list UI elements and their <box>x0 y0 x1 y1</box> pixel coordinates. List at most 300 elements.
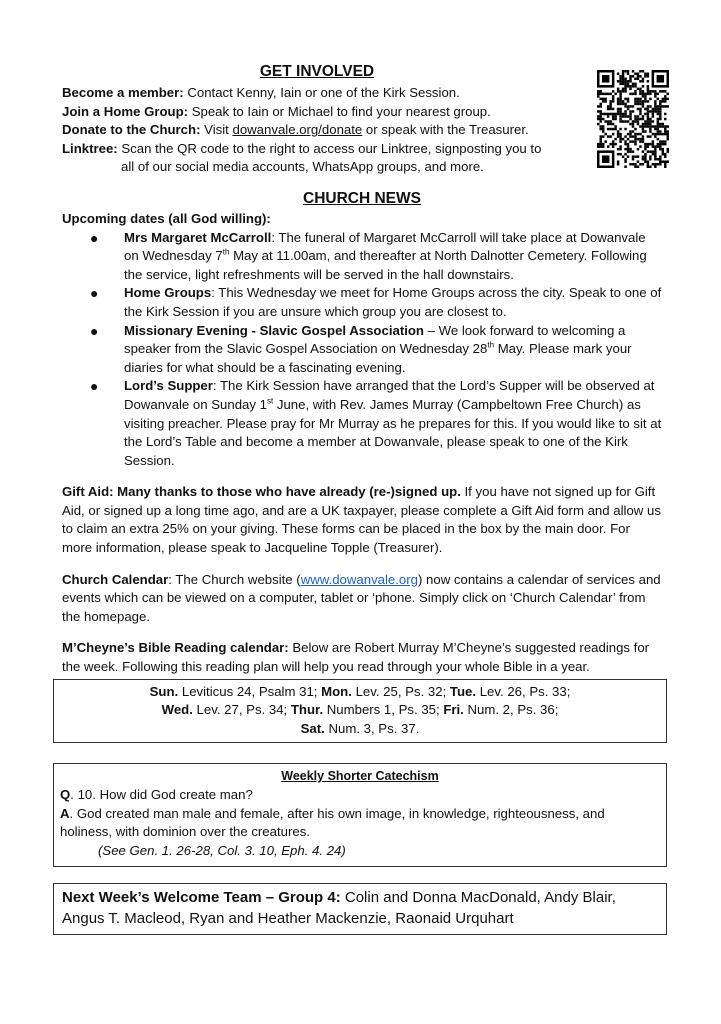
qr-module <box>619 98 621 101</box>
qr-module <box>662 90 664 93</box>
qr-module <box>624 70 626 73</box>
qr-module <box>659 155 661 158</box>
gift-aid-label: Gift Aid <box>62 484 110 500</box>
qr-module <box>659 140 661 143</box>
church-news-heading: CHURCH NEWS <box>303 189 421 207</box>
qr-module <box>599 125 601 128</box>
church-news-section <box>62 189 662 677</box>
qr-module <box>622 83 624 86</box>
qr-module <box>637 148 639 151</box>
qr-module <box>637 160 639 163</box>
qr-module <box>644 120 646 123</box>
qr-module <box>644 93 646 96</box>
qr-module <box>662 100 664 103</box>
qr-module <box>652 150 654 153</box>
qr-module <box>619 140 621 143</box>
qr-module <box>634 120 636 123</box>
qr-module <box>647 90 649 93</box>
qr-module <box>647 160 649 163</box>
qr-module <box>642 95 644 98</box>
qr-module <box>627 70 629 73</box>
qr-module <box>622 80 624 83</box>
get-involved-section <box>62 62 662 177</box>
qr-module <box>647 145 649 148</box>
qr-module <box>602 128 604 131</box>
qr-module <box>657 145 659 148</box>
qr-module <box>632 93 634 96</box>
qr-module <box>644 143 646 146</box>
qr-module <box>654 110 656 113</box>
donate-link[interactable]: dowanvale.org/donate <box>232 122 363 138</box>
qr-module <box>659 113 661 116</box>
qr-module <box>637 118 639 121</box>
qr-module <box>614 115 616 118</box>
qr-module <box>622 88 624 91</box>
qr-module <box>647 88 649 91</box>
qr-module <box>597 95 599 98</box>
qr-module <box>609 128 611 131</box>
qr-module <box>659 103 661 106</box>
qr-module <box>667 138 669 141</box>
qr-module <box>599 118 601 121</box>
qr-module <box>634 78 636 81</box>
qr-module <box>599 120 601 123</box>
qr-module <box>604 113 606 116</box>
qr-module <box>652 125 654 128</box>
event-item-lords-supper <box>62 377 662 470</box>
qr-module <box>664 128 666 131</box>
qr-module <box>617 90 619 93</box>
qr-module <box>604 98 606 101</box>
qr-module <box>664 95 666 98</box>
qr-module <box>624 85 626 88</box>
linktree-qr-code[interactable] <box>597 70 669 168</box>
bulletin-page <box>62 62 662 935</box>
qr-module <box>619 75 621 78</box>
qr-module <box>657 158 659 161</box>
qr-module <box>654 158 656 161</box>
qr-module <box>604 120 606 123</box>
qr-module <box>619 138 621 141</box>
qr-finder-top-left <box>597 70 614 88</box>
qr-module <box>612 108 614 111</box>
become-member-text: Contact Kenny, Iain or one of the Kirk Session. <box>183 85 460 100</box>
qr-module <box>607 123 609 126</box>
qr-module <box>639 163 641 166</box>
qr-module <box>602 130 604 133</box>
qr-module <box>602 93 604 96</box>
qr-module <box>649 130 651 133</box>
qr-module <box>617 88 619 91</box>
qr-module <box>617 148 619 151</box>
website-link[interactable]: www.dowanvale.org <box>300 571 418 587</box>
qr-module <box>659 133 661 136</box>
qr-module <box>647 150 649 153</box>
bullet-icon: ● <box>90 229 99 246</box>
qr-module <box>637 155 639 158</box>
qr-module <box>642 90 644 93</box>
qr-module <box>652 140 654 143</box>
qr-module <box>602 113 604 116</box>
qr-module <box>647 113 649 116</box>
qr-module <box>657 98 659 101</box>
qr-module <box>627 143 629 146</box>
event-text: : The Kirk Session have arranged that the Lord’s Supper will be observed at Dowanvale on Sunday 1 <box>124 378 655 412</box>
reading-ref: Lev. 26, Ps. 33; <box>476 683 571 699</box>
qr-module <box>602 125 604 128</box>
church-calendar-pre: : The Church website ( <box>168 571 301 587</box>
qr-module <box>632 85 634 88</box>
donate-line <box>62 121 577 140</box>
qr-module <box>609 100 611 103</box>
qr-module <box>624 135 626 138</box>
qr-module <box>627 98 629 101</box>
qr-module <box>617 98 619 101</box>
qr-module <box>617 133 619 136</box>
qr-module <box>619 148 621 151</box>
qr-module <box>664 125 666 128</box>
qr-module <box>602 100 604 103</box>
qr-module <box>612 118 614 121</box>
qr-module <box>634 118 636 121</box>
qr-module <box>624 88 626 91</box>
event-title: Lord’s Supper <box>124 378 213 394</box>
qr-module <box>659 110 661 113</box>
qr-module <box>639 140 641 143</box>
qr-module <box>634 85 636 88</box>
qr-module <box>627 108 629 111</box>
qr-module <box>639 145 641 148</box>
qr-module <box>667 125 669 128</box>
upcoming-dates-heading: Upcoming dates (all God willing): <box>62 210 271 226</box>
qr-module <box>639 70 641 73</box>
answer-label: A <box>60 805 70 821</box>
qr-module <box>642 128 644 131</box>
qr-module <box>657 163 659 166</box>
qr-module <box>639 93 641 96</box>
qr-module <box>607 108 609 111</box>
qr-module <box>662 133 664 136</box>
qr-module <box>634 128 636 131</box>
qr-module <box>647 73 649 76</box>
qr-module <box>639 103 641 106</box>
qr-module <box>597 93 599 96</box>
qr-module <box>624 120 626 123</box>
qr-module <box>634 143 636 146</box>
catechism-question <box>60 786 660 805</box>
qr-module <box>647 125 649 128</box>
qr-module <box>657 110 659 113</box>
qr-module <box>602 143 604 146</box>
qr-module <box>609 135 611 138</box>
qr-module <box>634 165 636 168</box>
qr-module <box>617 160 619 163</box>
qr-module <box>619 103 621 106</box>
qr-module <box>617 135 619 138</box>
qr-module <box>644 108 646 111</box>
qr-module <box>642 150 644 153</box>
qr-module <box>632 70 634 73</box>
qr-module <box>644 148 646 151</box>
qr-module <box>604 133 606 136</box>
qr-module <box>627 73 629 76</box>
qr-module <box>659 158 661 161</box>
qr-module <box>629 113 631 116</box>
qr-module <box>654 93 656 96</box>
qr-module <box>657 130 659 133</box>
qr-module <box>654 128 656 131</box>
qr-module <box>659 115 661 118</box>
qr-module <box>619 110 621 113</box>
qr-module <box>639 100 641 103</box>
bible-reading-text: Below are Robert Murray M’Cheyne’s suggested readings for the week. Following this reading plan will help you read through your whole Bible in a year. <box>62 640 650 675</box>
qr-module <box>639 90 641 93</box>
qr-module <box>624 105 626 108</box>
gift-aid-thanks: : Many thanks to those who have already (re-)signed up. <box>109 484 461 500</box>
qr-module <box>664 98 666 101</box>
qr-module <box>652 153 654 156</box>
reading-ref: Num. 2, Ps. 36; <box>463 702 559 718</box>
qr-module <box>667 133 669 136</box>
qr-module <box>637 165 639 168</box>
qr-module <box>639 88 641 91</box>
donate-pre-text: Visit <box>200 122 233 138</box>
qr-module <box>647 123 649 126</box>
qr-module <box>612 115 614 118</box>
qr-module <box>662 148 664 151</box>
qr-module <box>659 100 661 103</box>
qr-module <box>622 155 624 158</box>
question-text: . 10. How did God create man? <box>70 787 253 802</box>
qr-module <box>642 80 644 83</box>
qr-module <box>624 80 626 83</box>
qr-module <box>624 115 626 118</box>
qr-module <box>619 93 621 96</box>
qr-module <box>617 103 619 106</box>
qr-module <box>637 73 639 76</box>
qr-module <box>609 93 611 96</box>
qr-module <box>624 148 626 151</box>
event-text: : The funeral of Margaret McCarroll will take place at Dowanvale on Wednesday 7 <box>124 229 646 264</box>
qr-module <box>642 123 644 126</box>
qr-module <box>657 93 659 96</box>
qr-module <box>637 88 639 91</box>
qr-module <box>664 140 666 143</box>
qr-module <box>634 140 636 143</box>
qr-module <box>642 138 644 141</box>
qr-module <box>624 113 626 116</box>
qr-module <box>614 113 616 116</box>
qr-module <box>652 90 654 93</box>
qr-module <box>654 108 656 111</box>
qr-module <box>642 130 644 133</box>
church-calendar-post: ) now contains a calendar of services and events which can be viewed on a computer, tablet or ‘phone. Simply click on ‘Church Calendar’ from the homepage. <box>62 571 661 624</box>
qr-module <box>599 113 601 116</box>
qr-module <box>649 125 651 128</box>
become-member-line <box>62 84 577 103</box>
qr-module <box>647 93 649 96</box>
qr-module <box>637 75 639 78</box>
qr-module <box>664 163 666 166</box>
qr-module <box>634 138 636 141</box>
qr-module <box>664 143 666 146</box>
qr-module <box>644 160 646 163</box>
qr-module <box>599 90 601 93</box>
qr-module <box>652 110 654 113</box>
qr-module <box>664 165 666 168</box>
qr-module <box>642 85 644 88</box>
qr-module <box>662 125 664 128</box>
qr-module <box>614 118 616 121</box>
qr-module <box>657 118 659 121</box>
qr-module <box>627 105 629 108</box>
qr-module <box>657 123 659 126</box>
qr-module <box>654 135 656 138</box>
qr-module <box>654 165 656 168</box>
qr-module <box>662 150 664 153</box>
qr-module <box>667 135 669 138</box>
qr-module <box>619 80 621 83</box>
qr-module <box>599 140 601 143</box>
qr-module <box>634 83 636 86</box>
qr-module <box>667 148 669 151</box>
linktree-label: Linktree: <box>62 140 118 156</box>
donate-label: Donate to the Church: <box>62 122 201 138</box>
qr-module <box>629 150 631 153</box>
qr-module <box>644 130 646 133</box>
qr-module <box>619 113 621 116</box>
qr-module <box>624 143 626 146</box>
qr-module <box>629 130 631 133</box>
qr-module <box>607 105 609 108</box>
qr-module <box>614 128 616 131</box>
answer-text: . God created man male and female, after his own image, in knowledge, righteousness, and holiness, with dominion over the creatures. <box>60 805 605 840</box>
qr-module <box>657 143 659 146</box>
qr-module <box>629 110 631 113</box>
qr-module <box>619 118 621 121</box>
qr-module <box>627 100 629 103</box>
qr-module <box>644 155 646 158</box>
qr-module <box>607 93 609 96</box>
qr-module <box>657 125 659 128</box>
qr-module <box>602 118 604 121</box>
qr-module <box>619 145 621 148</box>
qr-module <box>617 108 619 111</box>
qr-module <box>649 98 651 101</box>
qr-module <box>629 133 631 136</box>
qr-module <box>619 135 621 138</box>
readings-line-3 <box>60 720 660 739</box>
qr-module <box>654 100 656 103</box>
qr-module <box>642 155 644 158</box>
qr-module <box>619 100 621 103</box>
qr-module <box>637 133 639 136</box>
qr-module <box>612 95 614 98</box>
home-group-text: Speak to Iain or Michael to find your nearest group. <box>188 103 491 119</box>
ordinal-suffix: th <box>222 247 230 257</box>
qr-module <box>597 115 599 118</box>
qr-module <box>602 145 604 148</box>
qr-module <box>597 145 599 148</box>
qr-module <box>612 123 614 126</box>
qr-module <box>654 125 656 128</box>
qr-module <box>654 103 656 106</box>
qr-module <box>649 93 651 96</box>
qr-module <box>607 115 609 118</box>
qr-module <box>639 75 641 78</box>
donate-post-text: or speak with the Treasurer. <box>362 122 529 138</box>
catechism-answer <box>60 805 660 842</box>
qr-module <box>627 145 629 148</box>
qr-module <box>624 160 626 163</box>
qr-module <box>657 113 659 116</box>
qr-module <box>599 105 601 108</box>
readings-line-1 <box>60 683 660 702</box>
qr-module <box>644 95 646 98</box>
qr-module <box>629 75 631 78</box>
event-item-funeral <box>62 229 662 285</box>
qr-module <box>652 120 654 123</box>
qr-module <box>664 155 666 158</box>
qr-module <box>612 143 614 146</box>
qr-module <box>642 78 644 81</box>
qr-module <box>652 113 654 116</box>
event-title: Missionary Evening - Slavic Gospel Association <box>124 322 424 338</box>
event-item-home-groups <box>62 284 662 321</box>
qr-module <box>617 130 619 133</box>
qr-module <box>629 93 631 96</box>
qr-module <box>622 113 624 116</box>
qr-module <box>654 90 656 93</box>
qr-module <box>667 98 669 101</box>
qr-module <box>644 113 646 116</box>
qr-module <box>607 113 609 116</box>
qr-module <box>602 135 604 138</box>
qr-module <box>604 93 606 96</box>
qr-module <box>652 115 654 118</box>
qr-module <box>654 145 656 148</box>
qr-module <box>647 163 649 166</box>
qr-module <box>637 115 639 118</box>
qr-module <box>654 150 656 153</box>
qr-module <box>632 105 634 108</box>
qr-module <box>649 135 651 138</box>
qr-module <box>609 120 611 123</box>
qr-module <box>649 118 651 121</box>
qr-module <box>627 133 629 136</box>
qr-module <box>612 133 614 136</box>
qr-module <box>599 145 601 148</box>
qr-module <box>632 150 634 153</box>
qr-module <box>649 90 651 93</box>
qr-module <box>644 123 646 126</box>
qr-module <box>622 70 624 73</box>
qr-module <box>654 95 656 98</box>
qr-module <box>632 130 634 133</box>
qr-module <box>599 115 601 118</box>
qr-module <box>662 98 664 101</box>
qr-module <box>659 160 661 163</box>
qr-module <box>624 103 626 106</box>
reading-day: Thur. <box>290 702 324 718</box>
qr-module <box>619 83 621 86</box>
qr-module <box>649 105 651 108</box>
qr-module <box>664 100 666 103</box>
qr-module <box>654 155 656 158</box>
qr-module <box>632 158 634 161</box>
qr-module <box>649 123 651 126</box>
qr-module <box>659 108 661 111</box>
